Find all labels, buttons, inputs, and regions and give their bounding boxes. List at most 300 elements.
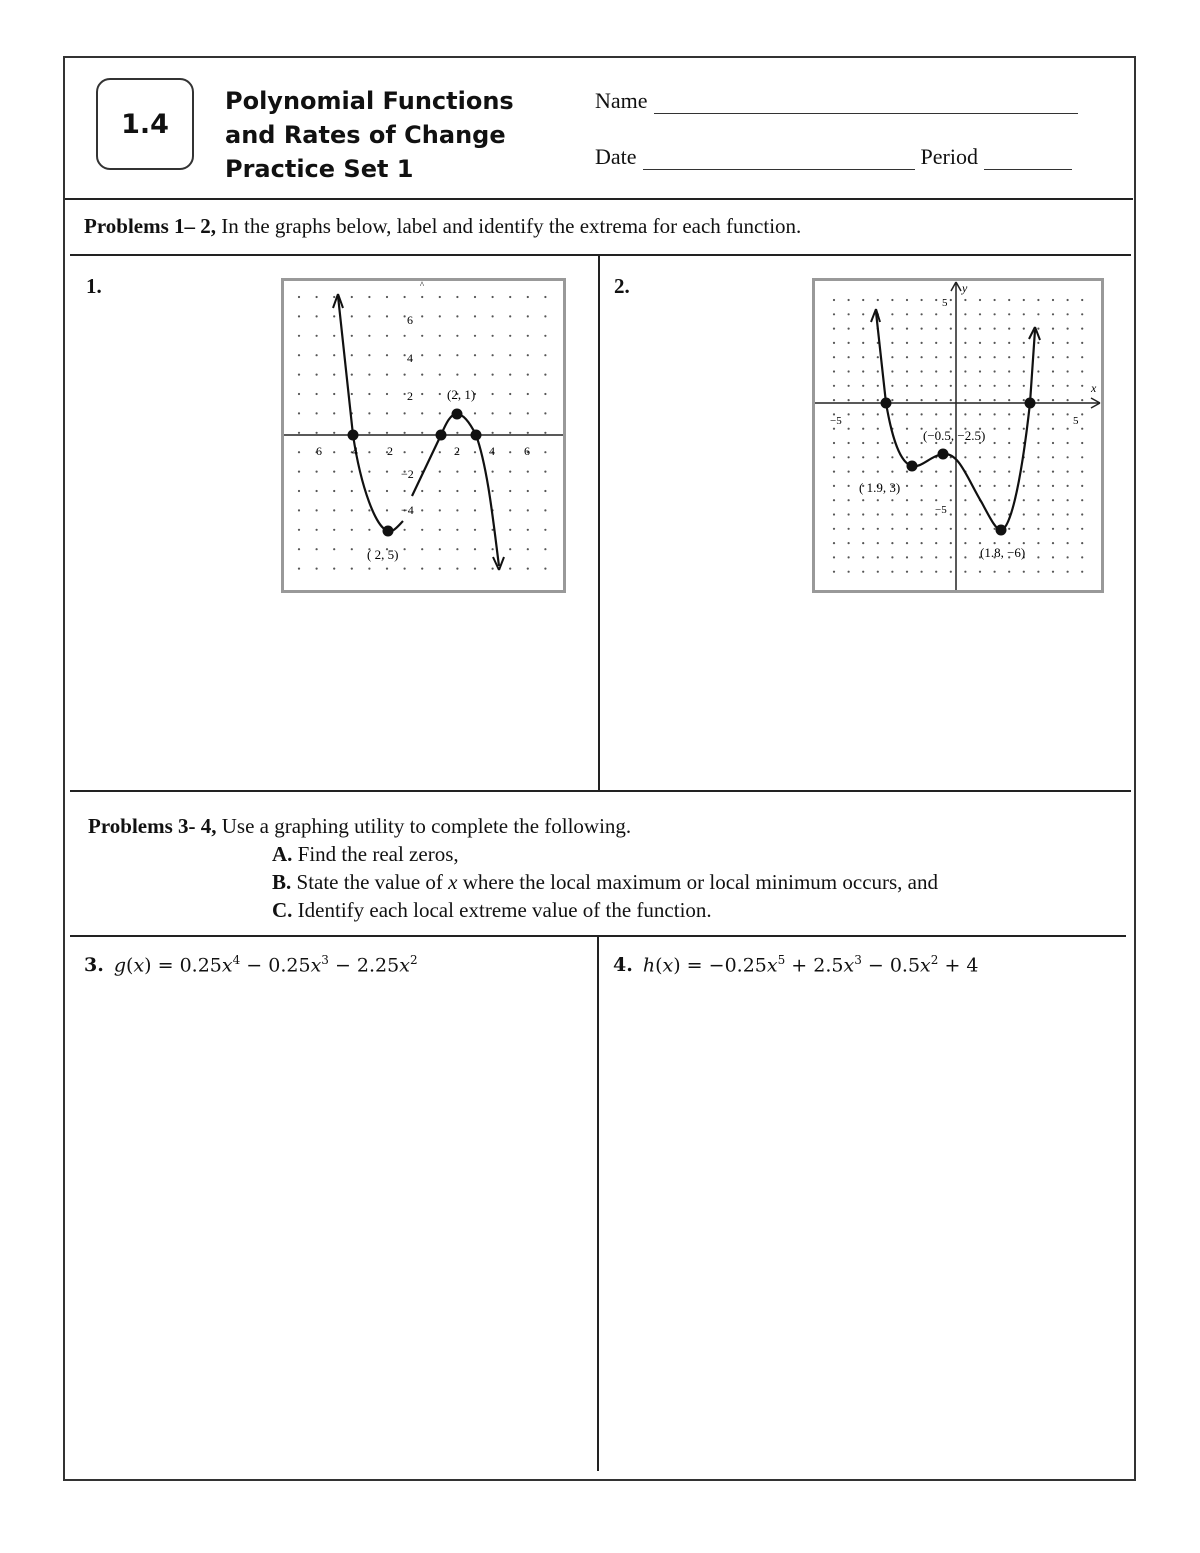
grid-dot (906, 385, 908, 387)
grid-dot (439, 509, 441, 511)
date-field[interactable] (595, 144, 1072, 170)
grid-dot (1052, 428, 1054, 430)
grid-dot (527, 471, 529, 473)
grid-dot (404, 335, 406, 337)
grid-dot (1052, 399, 1054, 401)
grid-dot (509, 548, 511, 550)
grid-dot (848, 313, 850, 315)
grid-dot (544, 432, 546, 434)
grid-dot (333, 393, 335, 395)
problem1-graph (281, 278, 566, 593)
grid-dot (921, 413, 923, 415)
grid-dot (316, 374, 318, 376)
grid-dot (404, 374, 406, 376)
grid-dot (1023, 471, 1025, 473)
grid-dot (906, 485, 908, 487)
grid-dot (386, 315, 388, 317)
grid-dot (950, 370, 952, 372)
grid-dot (994, 342, 996, 344)
grid-dot (421, 412, 423, 414)
g1-xtick: 6 (316, 444, 322, 458)
grid-dot (906, 356, 908, 358)
grid-dot (833, 471, 835, 473)
grid-dot (1052, 385, 1054, 387)
grid-dot (1008, 299, 1010, 301)
grid-dot (833, 542, 835, 544)
grid-dot (1037, 385, 1039, 387)
grid-dot (1023, 485, 1025, 487)
grid-dot (921, 513, 923, 515)
grid-dot (316, 354, 318, 356)
p4-c4: 4 (966, 954, 979, 977)
grid-dot (1081, 528, 1083, 530)
grid-dot (964, 313, 966, 315)
instruction-a-text: Find the real zeros, (292, 842, 459, 866)
grid-dot (833, 356, 835, 358)
grid-dot (386, 509, 388, 511)
grid-dot (979, 485, 981, 487)
grid-dot (979, 542, 981, 544)
grid-dot (906, 299, 908, 301)
grid-dot (906, 313, 908, 315)
grid-dot (421, 315, 423, 317)
grid-dot (456, 471, 458, 473)
g1-min-label: ( 2, 5) (367, 547, 399, 562)
grid-dot (1081, 499, 1083, 501)
grid-dot (964, 342, 966, 344)
grid-dot (964, 556, 966, 558)
g1-xtick: 2 (387, 444, 393, 458)
grid-dot (950, 571, 952, 573)
grid-dot (964, 499, 966, 501)
grid-dot (1008, 313, 1010, 315)
grid-dot (474, 451, 476, 453)
p4-c2: 2.5 (813, 954, 844, 977)
grid-dot (527, 412, 529, 414)
grid-dot (1037, 413, 1039, 415)
section2-text: Use a graphing utility to complete the following. (216, 814, 632, 838)
grid-dot (404, 568, 406, 570)
grid-dot (527, 432, 529, 434)
grid-dot (333, 335, 335, 337)
grid-dot (1008, 528, 1010, 530)
grid-dot (492, 374, 494, 376)
grid-dot (421, 432, 423, 434)
grid-dot (935, 485, 937, 487)
grid-dot (1081, 542, 1083, 544)
grid-dot (1037, 556, 1039, 558)
grid-dot (1052, 370, 1054, 372)
grid-dot (439, 568, 441, 570)
grid-dot (1052, 556, 1054, 558)
instruction-c-text: Identify each local extreme value of the function. (292, 898, 712, 922)
grid-dot (1023, 413, 1025, 415)
grid-dot (316, 568, 318, 570)
grid-dot (833, 370, 835, 372)
grid-dot (994, 542, 996, 544)
grid-dot (333, 432, 335, 434)
grid-dot (906, 571, 908, 573)
grid-dot (544, 354, 546, 356)
grid-dot (509, 451, 511, 453)
grid-dot (833, 342, 835, 344)
grid-dot (1067, 385, 1069, 387)
grid-dot (298, 509, 300, 511)
grid-dot (492, 412, 494, 414)
name-field[interactable] (595, 88, 1078, 114)
grid-dot (333, 296, 335, 298)
date-blank[interactable] (643, 149, 915, 170)
grid-dot (474, 548, 476, 550)
grid-dot (474, 296, 476, 298)
grid-dot (421, 490, 423, 492)
grid-dot (386, 568, 388, 570)
grid-dot (950, 385, 952, 387)
instruction-b-text2: where the local maximum or local minimum occurs, and (457, 870, 938, 894)
section1-instructions (84, 214, 801, 239)
grid-dot (492, 490, 494, 492)
grid-dot (404, 529, 406, 531)
grid-dot (994, 328, 996, 330)
grid-dot (979, 513, 981, 515)
grid-dot (368, 374, 370, 376)
grid-dot (544, 412, 546, 414)
grid-dot (848, 456, 850, 458)
grid-dot (862, 299, 864, 301)
grid-dot (1052, 299, 1054, 301)
grid-dot (1008, 485, 1010, 487)
grid-dot (421, 509, 423, 511)
grid-dot (833, 399, 835, 401)
divider-vertical-bottom (597, 936, 599, 1471)
grid-dot (544, 568, 546, 570)
grid-dot (509, 374, 511, 376)
grid-dot (1008, 499, 1010, 501)
grid-dot (935, 528, 937, 530)
grid-dot (492, 471, 494, 473)
grid-dot (877, 370, 879, 372)
grid-dot (316, 296, 318, 298)
grid-dot (474, 471, 476, 473)
grid-dot (474, 354, 476, 356)
grid-dot (1052, 485, 1054, 487)
grid-dot (994, 571, 996, 573)
grid-dot (1037, 299, 1039, 301)
grid-dot (950, 399, 952, 401)
grid-dot (833, 313, 835, 315)
grid-dot (1037, 471, 1039, 473)
grid-dot (877, 456, 879, 458)
grid-dot (862, 313, 864, 315)
grid-dot (368, 490, 370, 492)
grid-dot (979, 471, 981, 473)
grid-dot (994, 385, 996, 387)
grid-dot (351, 471, 353, 473)
grid-dot (509, 432, 511, 434)
grid-dot (474, 509, 476, 511)
grid-dot (509, 412, 511, 414)
grid-dot (439, 393, 441, 395)
grid-dot (386, 471, 388, 473)
grid-dot (439, 548, 441, 550)
grid-dot (509, 354, 511, 356)
period-blank[interactable] (984, 149, 1072, 170)
grid-dot (891, 342, 893, 344)
grid-dot (544, 374, 546, 376)
grid-dot (316, 393, 318, 395)
grid-dot (921, 370, 923, 372)
grid-dot (1052, 413, 1054, 415)
grid-dot (456, 335, 458, 337)
title-line-3: Practice Set 1 (225, 155, 414, 183)
grid-dot (964, 328, 966, 330)
problem4-equation: 4. $h(x) = -0.25x^5 + 2.5x^3 - 0.5x^2 + 4$ (613, 953, 979, 977)
grid-dot (298, 315, 300, 317)
grid-dot (950, 542, 952, 544)
grid-dot (891, 356, 893, 358)
grid-dot (950, 313, 952, 315)
grid-dot (333, 374, 335, 376)
grid-dot (1008, 356, 1010, 358)
grid-dot (848, 528, 850, 530)
grid-dot (404, 548, 406, 550)
grid-dot (333, 471, 335, 473)
grid-dot (1081, 456, 1083, 458)
grid-dot (935, 328, 937, 330)
grid-dot (527, 374, 529, 376)
grid-dot (509, 568, 511, 570)
period-label: Period (920, 144, 978, 169)
grid-dot (1008, 442, 1010, 444)
grid-dot (891, 413, 893, 415)
grid-dot (906, 556, 908, 558)
grid-dot (862, 471, 864, 473)
grid-dot (906, 442, 908, 444)
grid-dot (950, 485, 952, 487)
grid-dot (368, 529, 370, 531)
grid-dot (1008, 471, 1010, 473)
grid-dot (544, 471, 546, 473)
grid-dot (862, 328, 864, 330)
grid-dot (316, 315, 318, 317)
grid-dot (877, 542, 879, 544)
grid-dot (439, 412, 441, 414)
grid-dot (316, 471, 318, 473)
grid-dot (1067, 556, 1069, 558)
grid-dot (351, 548, 353, 550)
grid-dot (386, 432, 388, 434)
grid-dot (474, 374, 476, 376)
grid-dot (950, 471, 952, 473)
grid-dot (1052, 442, 1054, 444)
g1-ytick: 6 (407, 313, 413, 327)
grid-dot (404, 451, 406, 453)
grid-dot (877, 571, 879, 573)
grid-dot (492, 296, 494, 298)
p3-var: x (221, 954, 233, 977)
grid-dot (964, 485, 966, 487)
grid-dot (921, 542, 923, 544)
section-badge (96, 78, 194, 170)
grid-dot (1037, 456, 1039, 458)
grid-dot (544, 509, 546, 511)
grid-dot (439, 335, 441, 337)
grid-dot (298, 568, 300, 570)
instruction-a (88, 840, 938, 868)
grid-dot (456, 432, 458, 434)
grid-dot (950, 528, 952, 530)
grid-dot (862, 399, 864, 401)
grid-dot (964, 456, 966, 458)
grid-dot (298, 374, 300, 376)
grid-dot (298, 432, 300, 434)
grid-dot (1067, 399, 1069, 401)
divider-vertical-top (598, 255, 600, 791)
grid-dot (950, 342, 952, 344)
grid-dot (368, 471, 370, 473)
grid-dot (509, 335, 511, 337)
grid-dot (298, 296, 300, 298)
grid-dot (935, 571, 937, 573)
grid-dot (1081, 370, 1083, 372)
grid-dot (386, 296, 388, 298)
grid-dot (994, 485, 996, 487)
grid-dot (368, 568, 370, 570)
grid-dot (298, 471, 300, 473)
grid-dot (921, 399, 923, 401)
grid-dot (456, 529, 458, 531)
grid-dot (877, 356, 879, 358)
grid-dot (368, 412, 370, 414)
grid-dot (474, 412, 476, 414)
grid-dot (1067, 428, 1069, 430)
grid-dot (1037, 399, 1039, 401)
grid-dot (906, 399, 908, 401)
grid-dot (935, 413, 937, 415)
name-label: Name (595, 88, 648, 113)
p4-fname: h (642, 954, 656, 977)
grid-dot (1081, 442, 1083, 444)
grid-dot (1023, 399, 1025, 401)
divider-section2 (70, 790, 1131, 792)
date-label: Date (595, 144, 637, 169)
g2-ytick: 5 (942, 297, 948, 309)
grid-dot (456, 374, 458, 376)
grid-dot (1081, 399, 1083, 401)
p3-fname: g (113, 954, 127, 977)
grid-dot (935, 399, 937, 401)
grid-dot (456, 296, 458, 298)
grid-dot (906, 456, 908, 458)
grid-dot (1037, 513, 1039, 515)
grid-dot (833, 528, 835, 530)
grid-dot (492, 393, 494, 395)
grid-dot (456, 548, 458, 550)
grid-dot (439, 471, 441, 473)
grid-dot (1081, 299, 1083, 301)
grid-dot (833, 556, 835, 558)
problem4-number: 4. (613, 954, 633, 977)
grid-dot (1023, 542, 1025, 544)
grid-dot (891, 471, 893, 473)
grid-dot (527, 296, 529, 298)
letter-b: B. (272, 870, 292, 894)
grid-dot (1067, 571, 1069, 573)
section2-bold: Problems 3- 4, (88, 814, 217, 838)
grid-dot (862, 356, 864, 358)
title-line-2: and Rates of Change (225, 121, 506, 149)
p4-c3: 0.5 (889, 954, 921, 977)
grid-dot (368, 393, 370, 395)
grid-dot (492, 432, 494, 434)
grid-dot (994, 428, 996, 430)
grid-dot (1023, 356, 1025, 358)
grid-dot (862, 542, 864, 544)
grid-dot (921, 528, 923, 530)
grid-dot (333, 354, 335, 356)
p3-var: x (310, 954, 322, 977)
grid-dot (527, 509, 529, 511)
p3-var: x (399, 954, 410, 977)
grid-dot (921, 342, 923, 344)
grid-dot (544, 548, 546, 550)
grid-dot (351, 393, 353, 395)
grid-dot (544, 315, 546, 317)
grid-dot (994, 528, 996, 530)
grid-dot (333, 509, 335, 511)
grid-dot (833, 328, 835, 330)
grid-dot (368, 354, 370, 356)
grid-dot (333, 529, 335, 531)
grid-dot (1067, 328, 1069, 330)
grid-dot (979, 456, 981, 458)
grid-dot (386, 393, 388, 395)
grid-dot (935, 356, 937, 358)
grid-dot (492, 315, 494, 317)
grid-dot (964, 399, 966, 401)
g2-min2-label: (1.8, −6) (980, 545, 1026, 560)
grid-dot (1037, 356, 1039, 358)
grid-dot (1023, 342, 1025, 344)
grid-dot (921, 356, 923, 358)
p3-e2: 3 (321, 953, 329, 967)
grid-dot (950, 356, 952, 358)
grid-dot (527, 490, 529, 492)
g2-axis-x: x (1091, 381, 1097, 395)
grid-dot (979, 399, 981, 401)
grid-dot (544, 335, 546, 337)
grid-dot (421, 393, 423, 395)
g1-top-mark: ^ (419, 280, 425, 290)
grid-dot (404, 412, 406, 414)
grid-dot (1023, 428, 1025, 430)
grid-dot (1052, 342, 1054, 344)
grid-dot (906, 413, 908, 415)
grid-dot (848, 556, 850, 558)
problem3-number: 3. (84, 954, 104, 977)
grid-dot (351, 509, 353, 511)
grid-dot (906, 513, 908, 515)
name-blank[interactable] (654, 93, 1078, 114)
grid-dot (421, 374, 423, 376)
grid-dot (862, 499, 864, 501)
grid-dot (1067, 456, 1069, 458)
p3-c2: 0.25 (268, 954, 311, 977)
grid-dot (333, 490, 335, 492)
grid-dot (891, 399, 893, 401)
grid-dot (1052, 513, 1054, 515)
grid-dot (439, 315, 441, 317)
